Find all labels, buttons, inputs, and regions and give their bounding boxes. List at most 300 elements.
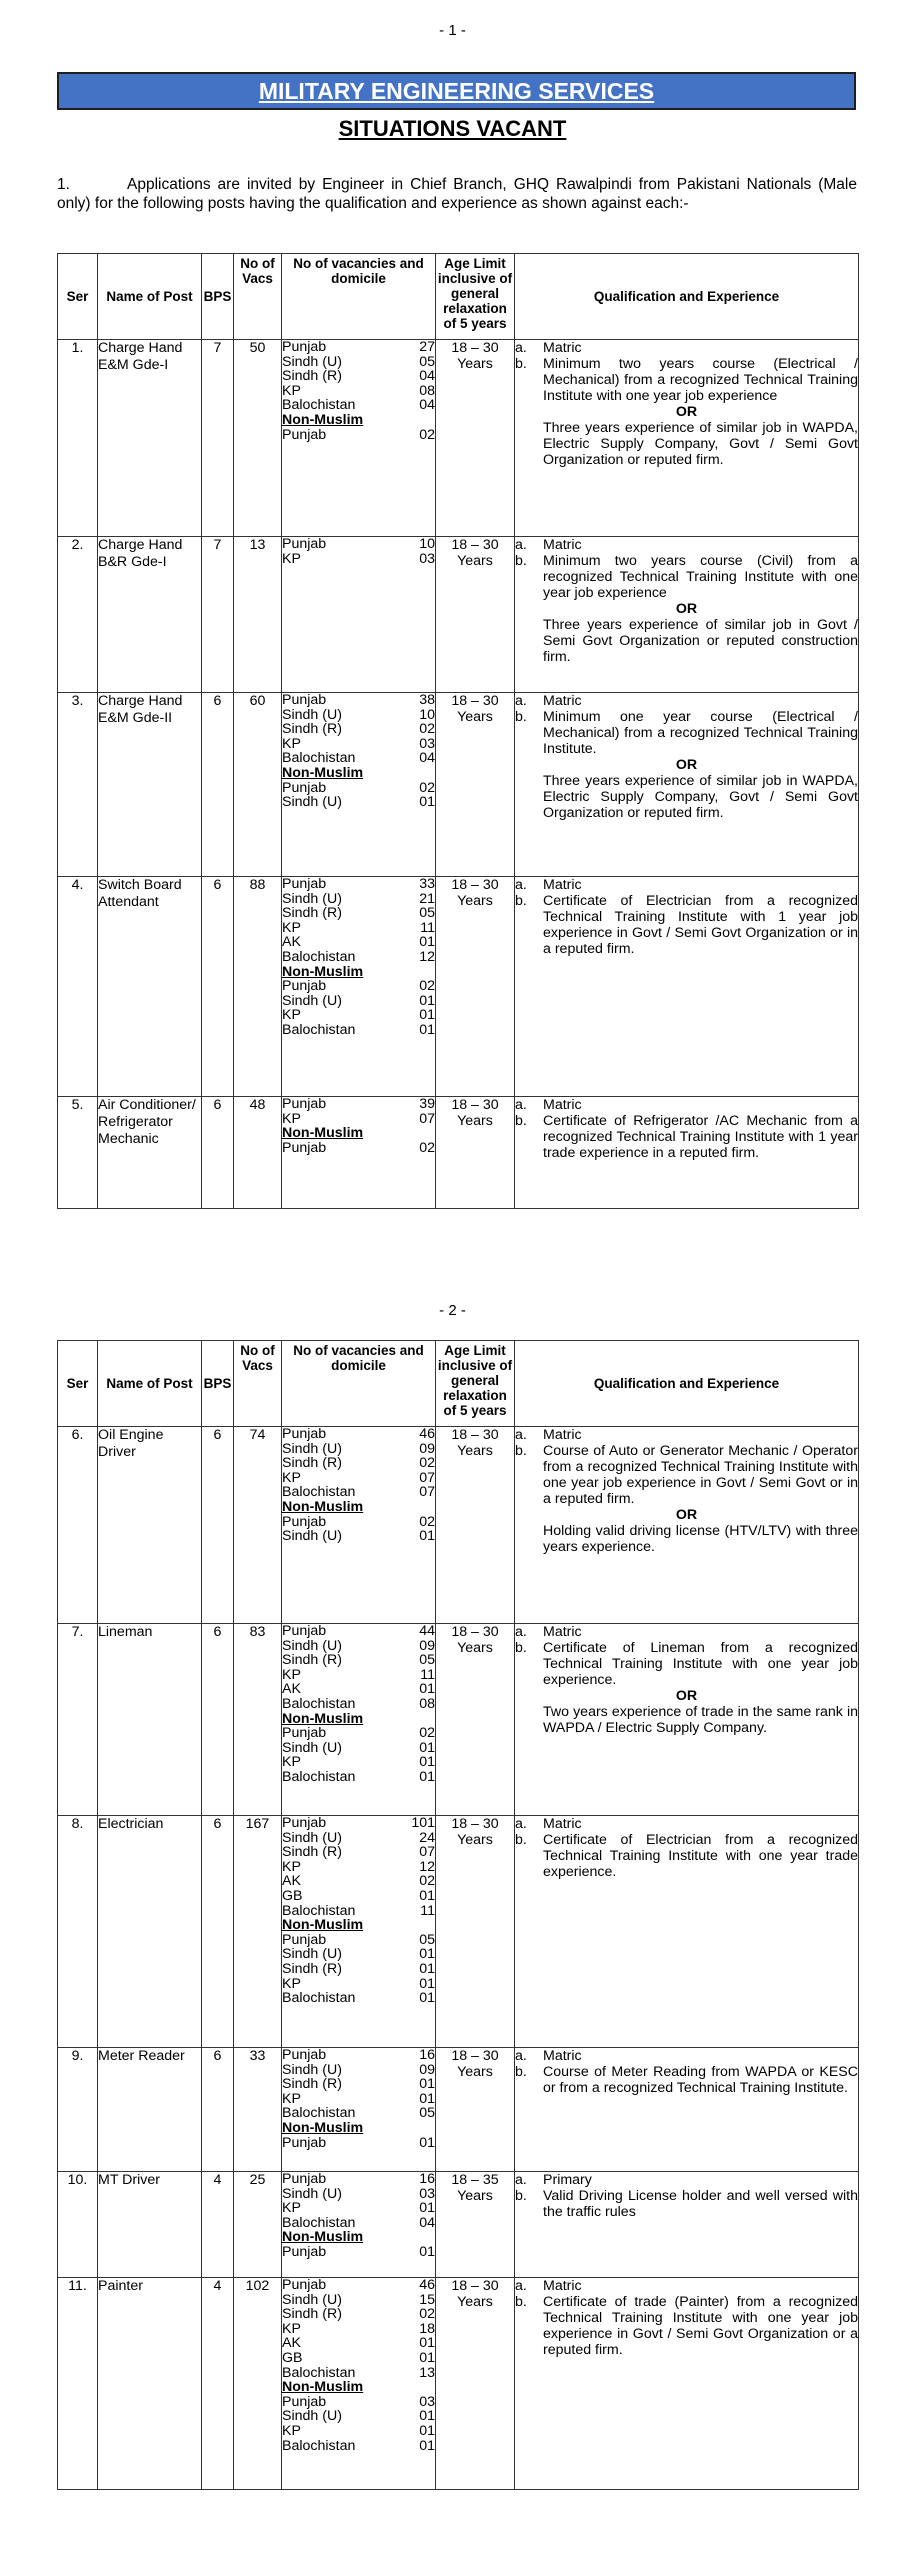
bps-cell: 6: [202, 1816, 234, 2048]
domicile-region: Non-Muslim: [282, 2119, 364, 2136]
domicile-region: Balochistan: [282, 2214, 356, 2231]
domicile-region: Non-Muslim: [282, 1917, 364, 1934]
vacancies-cell: 48: [234, 1097, 282, 1209]
domicile-entry: [282, 979, 435, 994]
domicile-entry: [282, 2092, 435, 2107]
qualification-cell: [515, 537, 859, 693]
domicile-count: 27: [419, 339, 435, 355]
domicile-region: Balochistan: [282, 397, 356, 414]
domicile-entry: [282, 2336, 435, 2351]
table-row: [58, 1097, 859, 1209]
domicile-region: Punjab: [282, 426, 327, 443]
domicile-region: KP: [282, 550, 301, 567]
domicile-count: 01: [419, 1007, 435, 1024]
table-row: [58, 537, 859, 693]
age-limit-cell: [436, 1624, 515, 1816]
domicile-region: GB: [282, 1887, 303, 1904]
domicile-count: 18: [419, 2320, 435, 2337]
domicile-count: 101: [411, 1815, 435, 1831]
qualification-item: [515, 553, 858, 601]
qualification-item: [515, 2294, 858, 2358]
domicile-region: Punjab: [282, 2277, 327, 2293]
vacancies-cell: 83: [234, 1624, 282, 1816]
domicile-entry: [282, 1889, 435, 1904]
qualification-cell: [515, 2172, 859, 2278]
domicile-entry: [282, 2121, 435, 2136]
domicile-region: Sindh (U): [282, 1829, 342, 1846]
domicile-entry: [282, 1456, 435, 1471]
domicile-region: Non-Muslim: [282, 2379, 364, 2396]
bps-cell: 6: [202, 877, 234, 1097]
domicile-entry: [282, 1977, 435, 1992]
or-separator: OR: [675, 1688, 698, 1704]
or-separator: OR: [675, 757, 698, 773]
domicile-entry: [282, 2172, 435, 2187]
domicile-count: 01: [419, 2243, 435, 2260]
domicile-entry: [282, 1126, 435, 1141]
qualification-text: Certificate of trade (Painter) from a recognized Technical Training Institute with one year job experience in Govt / Semi Govt Organization or a reputed firm.: [543, 2294, 858, 2358]
domicile-entry: [282, 428, 435, 443]
domicile-region: Sindh (U): [282, 992, 342, 1009]
alternative-qualification: Three years experience of similar job in WAPDA, Electric Supply Company, Govt / Semi Govt Organization or reputed firm.: [543, 420, 858, 468]
domicile-region: KP: [282, 2090, 301, 2107]
domicile-entry: [282, 1991, 435, 2006]
domicile-entry: [282, 1726, 435, 1741]
domicile-entry: [282, 1816, 435, 1831]
qualification-cell: [515, 2048, 859, 2172]
qualification-letter: a.: [515, 1097, 527, 1113]
table-header-row: [58, 1341, 859, 1427]
qualification-item: [515, 2278, 858, 2294]
domicile-entry: [282, 1624, 435, 1639]
domicile-entry: [282, 693, 435, 708]
or-separator: OR: [675, 1507, 698, 1523]
age-limit-cell: [436, 1816, 515, 2048]
post-name-cell: Meter Reader: [98, 2048, 202, 2172]
domicile-cell: [282, 340, 436, 537]
domicile-entry: [282, 795, 435, 810]
domicile-entry: [282, 935, 435, 950]
domicile-region: Sindh (U): [282, 1440, 342, 1457]
post-name-cell: Charge Hand E&M Gde-I: [98, 340, 202, 537]
qualification-letter: b.: [515, 1443, 527, 1459]
qualification-text: Primary: [543, 2172, 592, 2188]
age-limit-line: Years: [457, 893, 493, 909]
domicile-entry: [282, 781, 435, 796]
age-limit-cell: [436, 1427, 515, 1624]
domicile-entry: [282, 398, 435, 413]
post-name-cell: Switch Board Attendant: [98, 877, 202, 1097]
domicile-entry: [282, 2201, 435, 2216]
domicile-count: 11: [420, 1666, 435, 1683]
domicile-count: 07: [419, 1110, 435, 1127]
domicile-count: 01: [419, 2437, 435, 2454]
qualification-text: Minimum one year course (Electrical / Mechanical) from a recognized Technical Training Institute.: [543, 709, 858, 757]
age-limit-line: Years: [457, 1113, 493, 1129]
domicile-entry: [282, 1529, 435, 1544]
domicile-region: Punjab: [282, 1815, 327, 1831]
domicile-count: 01: [419, 1990, 435, 2007]
domicile-region: AK: [282, 1873, 301, 1890]
domicile-region: Sindh (R): [282, 1844, 342, 1861]
domicile-count: 02: [419, 1455, 435, 1472]
serial-cell: 8.: [58, 1816, 98, 2048]
domicile-count: 03: [419, 2185, 435, 2202]
domicile-region: Punjab: [282, 1426, 327, 1442]
domicile-cell: [282, 1097, 436, 1209]
vacancies-cell: 50: [234, 340, 282, 537]
post-name-cell: Painter: [98, 2278, 202, 2490]
domicile-entry: [282, 2395, 435, 2410]
domicile-region: Punjab: [282, 1931, 327, 1948]
domicile-region: Punjab: [282, 1513, 327, 1530]
vacancy-table: [57, 1340, 859, 2490]
post-name-cell: Electrician: [98, 1816, 202, 2048]
domicile-region: Sindh (R): [282, 1455, 342, 1472]
domicile-region: KP: [282, 2320, 301, 2337]
bps-cell: 7: [202, 537, 234, 693]
qualification-letter: a.: [515, 1624, 527, 1640]
domicile-count: 33: [419, 876, 435, 892]
domicile-region: Sindh (R): [282, 2306, 342, 2323]
qualification-cell: [515, 1816, 859, 2048]
table-row: [58, 1816, 859, 2048]
domicile-cell: [282, 537, 436, 693]
domicile-count: 07: [419, 1484, 435, 1501]
header-age-limit: Age Limit inclusive of general relaxation of 5 years: [436, 254, 515, 340]
domicile-count: 01: [419, 1887, 435, 1904]
domicile-region: Sindh (U): [282, 794, 342, 811]
table-header-row: [58, 254, 859, 340]
domicile-entry: [282, 2351, 435, 2366]
qualification-item: [515, 1113, 858, 1161]
domicile-count: 05: [419, 353, 435, 370]
domicile-region: Punjab: [282, 1623, 327, 1639]
qualification-cell: [515, 340, 859, 537]
qualification-item: [515, 537, 858, 553]
domicile-entry: [282, 369, 435, 384]
domicile-region: Non-Muslim: [282, 1125, 364, 1142]
bps-cell: 6: [202, 1427, 234, 1624]
domicile-region: Sindh (R): [282, 1652, 342, 1669]
domicile-entry: [282, 2216, 435, 2231]
domicile-entry: [282, 921, 435, 936]
domicile-region: Punjab: [282, 536, 327, 552]
domicile-entry: [282, 1668, 435, 1683]
domicile-count: 01: [419, 1754, 435, 1771]
qualification-text: Minimum two years course (Electrical / Mechanical) from a recognized Technical Training Institute with one year job experience: [543, 356, 858, 404]
header-bps: BPS: [202, 1341, 234, 1427]
age-limit-line: 18 – 30: [451, 2048, 499, 2064]
domicile-cell: [282, 2278, 436, 2490]
domicile-region: Punjab: [282, 2243, 327, 2260]
qualification-text: Matric: [543, 693, 582, 709]
domicile-cell: [282, 2172, 436, 2278]
qualification-text: Minimum two years course (Civil) from a recognized Technical Training Institute with one year job experience: [543, 553, 858, 601]
domicile-region: Non-Muslim: [282, 411, 364, 428]
domicile-entry: [282, 552, 435, 567]
domicile-region: Punjab: [282, 1096, 327, 1112]
domicile-entry: [282, 384, 435, 399]
qualification-cell: [515, 877, 859, 1097]
domicile-entry: [282, 1500, 435, 1515]
domicile-entry: [282, 994, 435, 1009]
domicile-region: Sindh (U): [282, 1637, 342, 1654]
domicile-region: Sindh (U): [282, 1528, 342, 1545]
domicile-region: Balochistan: [282, 750, 356, 767]
domicile-region: Balochistan: [282, 1768, 356, 1785]
qualification-item: [515, 2064, 858, 2096]
age-limit-line: Years: [457, 709, 493, 725]
qualification-letter: b.: [515, 1640, 527, 1656]
domicile-count: 03: [419, 735, 435, 752]
domicile-count: 01: [419, 2349, 435, 2366]
domicile-count: 01: [419, 1681, 435, 1698]
domicile-region: Punjab: [282, 2171, 327, 2187]
domicile-region: Sindh (U): [282, 353, 342, 370]
qualification-letter: a.: [515, 340, 527, 356]
age-limit-cell: [436, 2048, 515, 2172]
domicile-entry: [282, 2063, 435, 2078]
domicile-count: 05: [419, 2105, 435, 2122]
domicile-cell: [282, 1816, 436, 2048]
qualification-text: Course of Auto or Generator Mechanic / Operator from a recognized Technical Training Institute with one year job experience in Govt / Semi Govt or in a reputed firm.: [543, 1443, 858, 1507]
domicile-region: Punjab: [282, 692, 327, 708]
domicile-region: KP: [282, 1666, 301, 1683]
table-row: [58, 2278, 859, 2490]
domicile-region: Sindh (R): [282, 1960, 342, 1977]
domicile-entry: [282, 950, 435, 965]
domicile-region: Sindh (R): [282, 721, 342, 738]
domicile-region: Sindh (U): [282, 2408, 342, 2425]
domicile-count: 01: [419, 1739, 435, 1756]
qualification-item: [515, 1640, 858, 1688]
table-row: [58, 2172, 859, 2278]
age-limit-line: 18 – 30: [451, 340, 499, 356]
vacancies-cell: 60: [234, 693, 282, 877]
age-limit-line: Years: [457, 553, 493, 569]
qualification-cell: [515, 2278, 859, 2490]
domicile-entry: [282, 1947, 435, 1962]
domicile-entry: [282, 2439, 435, 2454]
domicile-cell: [282, 1624, 436, 1816]
domicile-entry: [282, 537, 435, 552]
domicile-entry: [282, 2322, 435, 2337]
domicile-entry: [282, 1112, 435, 1127]
qualification-text: Certificate of Electrician from a recognized Technical Training Institute with one year trade experience.: [543, 1832, 858, 1880]
qualification-letter: b.: [515, 893, 527, 909]
domicile-entry: [282, 722, 435, 737]
intro-text: Applications are invited by Engineer in Chief Branch, GHQ Rawalpindi from Pakistani Nationals (Male only) for the following posts having the qualification and experience as shown against each:-: [57, 176, 857, 212]
domicile-entry: [282, 2077, 435, 2092]
domicile-cell: [282, 2048, 436, 2172]
age-limit-cell: [436, 2172, 515, 2278]
age-limit-line: Years: [457, 1832, 493, 1848]
header-ser: Ser: [58, 254, 98, 340]
domicile-count: 38: [419, 692, 435, 708]
qualification-cell: [515, 1427, 859, 1624]
qualification-item: [515, 877, 858, 893]
table-row: [58, 877, 859, 1097]
header-qualification: Qualification and Experience: [515, 1341, 859, 1427]
domicile-count: 24: [419, 1829, 435, 1846]
domicile-region: Non-Muslim: [282, 1498, 364, 1515]
domicile-region: KP: [282, 1469, 301, 1486]
domicile-entry: [282, 1831, 435, 1846]
domicile-entry: [282, 1023, 435, 1038]
qualification-letter: b.: [515, 2188, 527, 2204]
domicile-count: 04: [419, 2214, 435, 2231]
qualification-item: [515, 693, 858, 709]
bps-cell: 7: [202, 340, 234, 537]
domicile-count: 01: [419, 1768, 435, 1785]
domicile-region: Punjab: [282, 2134, 327, 2151]
domicile-region: Balochistan: [282, 2437, 356, 2454]
qualification-text: Course of Meter Reading from WAPDA or KESC or from a recognized Technical Training Institute.: [543, 2064, 858, 2096]
header-ser: Ser: [58, 1341, 98, 1427]
domicile-count: 39: [419, 1096, 435, 1112]
domicile-region: Balochistan: [282, 1902, 356, 1919]
table-row: [58, 693, 859, 877]
header-vacancies-domicile: No of vacancies and domicile: [282, 254, 436, 340]
alternative-qualification: Three years experience of similar job in WAPDA, Electric Supply Company, Govt / Semi Govt Organization or reputed firm.: [543, 773, 858, 821]
serial-cell: 7.: [58, 1624, 98, 1816]
qualification-item: [515, 709, 858, 757]
domicile-count: 08: [419, 1695, 435, 1712]
bps-cell: 4: [202, 2172, 234, 2278]
post-name-cell: Air Conditioner/ Refrigerator Mechanic: [98, 1097, 202, 1209]
intro-paragraph: [57, 175, 857, 213]
domicile-count: 01: [419, 2335, 435, 2352]
domicile-count: 04: [419, 368, 435, 385]
domicile-entry: [282, 877, 435, 892]
domicile-region: Non-Muslim: [282, 963, 364, 980]
domicile-count: 05: [419, 1652, 435, 1669]
age-limit-line: Years: [457, 2294, 493, 2310]
domicile-region: AK: [282, 2335, 301, 2352]
domicile-entry: [282, 2230, 435, 2245]
domicile-region: AK: [282, 934, 301, 951]
qualification-item: [515, 1427, 858, 1443]
qualification-text: Valid Driving License holder and well versed with the traffic rules: [543, 2188, 858, 2220]
qualification-text: Matric: [543, 877, 582, 893]
domicile-region: Sindh (U): [282, 1946, 342, 1963]
domicile-entry: [282, 1682, 435, 1697]
header-bps: BPS: [202, 254, 234, 340]
domicile-count: 02: [419, 2306, 435, 2323]
domicile-region: KP: [282, 1110, 301, 1127]
domicile-count: 12: [419, 948, 435, 965]
domicile-entry: [282, 1918, 435, 1933]
domicile-region: Balochistan: [282, 1021, 356, 1038]
domicile-entry: [282, 737, 435, 752]
bps-cell: 6: [202, 2048, 234, 2172]
domicile-count: 02: [419, 1725, 435, 1742]
document-subtitle: SITUATIONS VACANT: [338, 116, 567, 141]
domicile-count: 11: [420, 919, 435, 936]
domicile-count: 46: [419, 1426, 435, 1442]
qualification-cell: [515, 693, 859, 877]
qualification-item: [515, 1832, 858, 1880]
qualification-item: [515, 2188, 858, 2220]
qualification-letter: a.: [515, 2172, 527, 2188]
age-limit-cell: [436, 693, 515, 877]
domicile-count: 15: [419, 2291, 435, 2308]
domicile-count: 05: [419, 1931, 435, 1948]
domicile-region: Sindh (U): [282, 706, 342, 723]
domicile-region: Sindh (U): [282, 2061, 342, 2078]
domicile-entry: [282, 2278, 435, 2293]
domicile-count: 02: [419, 978, 435, 995]
domicile-count: 01: [419, 1960, 435, 1977]
domicile-entry: [282, 1485, 435, 1500]
vacancies-cell: 13: [234, 537, 282, 693]
domicile-region: Non-Muslim: [282, 1710, 364, 1727]
domicile-count: 11: [420, 1902, 435, 1919]
header-no-of-vacs: No of Vacs: [234, 1341, 282, 1427]
bps-cell: 4: [202, 2278, 234, 2490]
vacancies-cell: 88: [234, 877, 282, 1097]
vacancies-cell: 102: [234, 2278, 282, 2490]
domicile-region: Sindh (R): [282, 368, 342, 385]
qualification-text: Certificate of Refrigerator /AC Mechanic from a recognized Technical Training Institute with 1 year trade experience in a reputed firm.: [543, 1113, 858, 1161]
age-limit-line: 18 – 30: [451, 1427, 499, 1443]
domicile-entry: [282, 1712, 435, 1727]
domicile-cell: [282, 877, 436, 1097]
qualification-cell: [515, 1624, 859, 1816]
age-limit-cell: [436, 537, 515, 693]
domicile-region: Punjab: [282, 2393, 327, 2410]
serial-cell: 3.: [58, 693, 98, 877]
domicile-entry: [282, 355, 435, 370]
vacancies-cell: 74: [234, 1427, 282, 1624]
domicile-region: Balochistan: [282, 948, 356, 965]
qualification-text: Matric: [543, 1097, 582, 1113]
domicile-count: 01: [419, 2200, 435, 2217]
bps-cell: 6: [202, 1097, 234, 1209]
qualification-cell: [515, 1097, 859, 1209]
domicile-count: 01: [419, 2076, 435, 2093]
domicile-region: Balochistan: [282, 1990, 356, 2007]
qualification-letter: b.: [515, 709, 527, 725]
domicile-entry: [282, 2307, 435, 2322]
department-banner: MILITARY ENGINEERING SERVICES: [57, 72, 856, 110]
age-limit-line: 18 – 30: [451, 1816, 499, 1832]
table-row: [58, 1427, 859, 1624]
domicile-region: Punjab: [282, 779, 327, 796]
domicile-count: 01: [419, 992, 435, 1009]
domicile-entry: [282, 340, 435, 355]
header-qualification: Qualification and Experience: [515, 254, 859, 340]
qualification-letter: a.: [515, 2278, 527, 2294]
domicile-region: KP: [282, 1858, 301, 1875]
domicile-count: 16: [419, 2047, 435, 2063]
domicile-count: 09: [419, 1637, 435, 1654]
qualification-letter: b.: [515, 1113, 527, 1129]
domicile-count: 16: [419, 2171, 435, 2187]
qualification-letter: a.: [515, 1427, 527, 1443]
domicile-count: 07: [419, 1469, 435, 1486]
age-limit-line: 18 – 30: [451, 1624, 499, 1640]
domicile-entry: [282, 2136, 435, 2151]
domicile-entry: [282, 766, 435, 781]
domicile-region: KP: [282, 919, 301, 936]
page-number: - 2 -: [439, 1302, 466, 1319]
domicile-entry: [282, 1471, 435, 1486]
qualification-letter: b.: [515, 1832, 527, 1848]
domicile-region: Non-Muslim: [282, 764, 364, 781]
domicile-region: Balochistan: [282, 1695, 356, 1712]
